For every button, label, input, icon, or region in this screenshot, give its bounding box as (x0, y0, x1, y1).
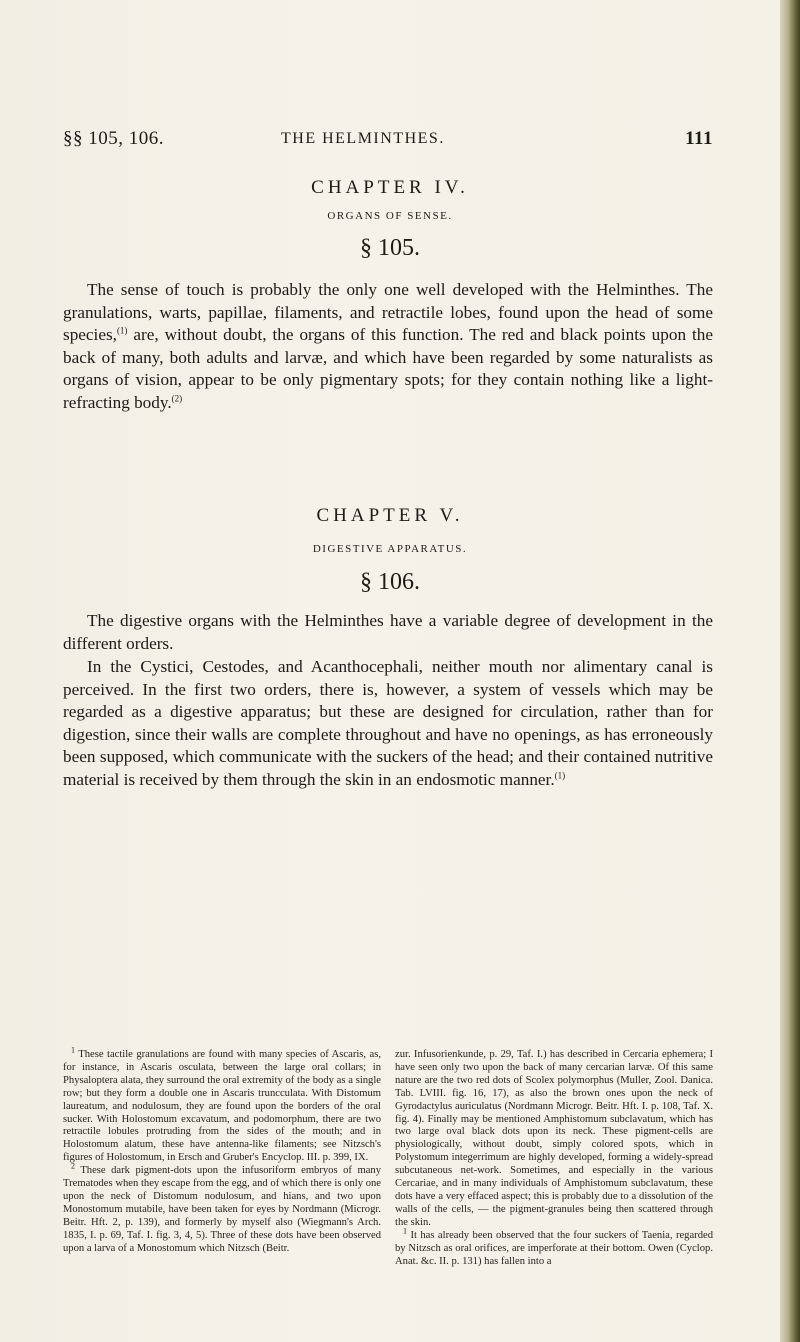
header-page-number: 111 (685, 128, 713, 149)
footnote-ref-3: (1) (554, 770, 566, 781)
footnotes-left-column (63, 1045, 381, 1256)
section-105-heading: § 105. (360, 235, 420, 261)
chapter-5-title: CHAPTER V. (316, 505, 464, 526)
footnote-2-continued: zur. Infusorienkunde, p. 29, Taf. I.) has described in Cercaria ephemera; I have seen only two upon the back of many cercarian larvæ. Of this same nature are the two red dots of Scolex polymorphus (Muller, Zool. Danica. Tab. LVIII. fig. 16, 17), as also the brown ones upon the neck of Gyrodactylus auriculatus (Nordmann Microgr. Beitr. Hft. I. p. 108, Taf. X. fig. 4). Finally may be mentioned Amphistomum subclavatum, which has two large oval black dots upon its neck. These pigment-cells are physiologically, without doubt, simply colored spots, which in Polystomum integerrimum are highly developed, forming a widely-spread subcutaneous net-work. Sometimes, and especially in the various Cercariae, and in many individuals of Amphistomum subclavatum, these dots have a very effaced aspect; this is probably due to a dissolution of the walls of the cells, — the pigment-granules being then scattered through the skin. (395, 1049, 713, 1228)
footnote-3-text: It has already been observed that the four suckers of Taenia, regarded by Nitzsch as oral orifices, are imperforate at their bottom. Owen (Cyclop. Anat. &c. II. p. 131) has fallen into a (395, 1229, 713, 1267)
chapter-4-subtitle: ORGANS OF SENSE. (327, 210, 453, 222)
chapter-4-title: CHAPTER IV. (311, 177, 469, 198)
footnote-3 (395, 1226, 713, 1269)
header-running-title: THE HELMINTHES. (281, 130, 445, 147)
footnote-1 (63, 1045, 381, 1165)
section-106-paragraph-2 (63, 656, 713, 792)
footnote-1-number: 1 (71, 1045, 75, 1055)
chapter-5-subtitle: DIGESTIVE APPARATUS. (312, 543, 468, 555)
footnotes-right-column (395, 1049, 713, 1268)
footnote-2-number: 2 (71, 1161, 75, 1171)
footnote-ref-2: (2) (171, 393, 183, 404)
header-section-ref: §§ 105, 106. (63, 128, 164, 149)
section-106-text: In the Cystici, Cestodes, and Acanthocephali, neither mouth nor alimentary canal is perceived. In the first two orders, there is, however, a system of vessels which may be regarded as a digestive apparatus; but these are designed for circulation, rather than for digestion, since their walls are complete throughout and have no openings, as has erroneously been supposed, which communicate with the suckers of the head; and their contained nutritive material is received by them through the skin in an endosmotic manner. (63, 657, 713, 789)
footnote-1-text: These tactile granulations are found with many species of Ascaris, as, for instance, in Ascaris osculata, between the large oral collars; in Physaloptera alata, they surround the oral extremity of the body as a single row; but they form a double one in Ascaris truncculata. With Distomum laureatum, and nodulosum, they are found upon the borders of the oral sucker. With Holostomum excavatum, and podomorphum, there are two retractile lobules protruding from the sides of the mouth; and in Holostomum alatum, these have antenna-like filaments; see Nitzsch's figures of Holostomum, in Ersch and Gruber's Encyclop. III. p. 399, IX. (63, 1049, 381, 1164)
section-105-paragraph (63, 279, 713, 415)
footnote-2-text: These dark pigment-dots upon the infusoriform embryos of many Trematodes when they escape from the egg, and of which there is only one upon the neck of Distomum nodulosum, and hians, and two upon Monostomum mutabile, have been taken for eyes by Nordmann (Microgr. Beitr. Hft. 2, p. 139), and formerly by myself also (Wiegmann's Arch. 1835, I. p. 69, Taf. I. fig. 3, 4, 5). Three of these dots have been observed upon a larva of a Monostomum which Nitzsch (Beitr. (63, 1165, 381, 1254)
footnote-3-number: 1 (403, 1226, 407, 1236)
footnote-2 (63, 1161, 381, 1255)
section-105-text-b: are, without doubt, the organs of this function. The red and black points upon the back of many, both adults and larvæ, and which have been regarded by some naturalists as organs of vision, appear to be only pigmentary spots; for they contain nothing like a light-refracting body. (63, 325, 713, 412)
section-106-heading: § 106. (360, 569, 420, 595)
section-106-paragraph-1: The digestive organs with the Helminthes have a variable degree of development in the different orders. (63, 611, 713, 653)
running-header (63, 128, 713, 152)
footnote-ref-1: (1) (116, 325, 128, 336)
page-edge-shadow (780, 0, 800, 1342)
section-105-text-a: The sense of touch is probably the only one well developed with the Helminthes. The granulations, warts, papillae, filaments, and retractile lobes, found upon the head of some species, (63, 280, 713, 345)
